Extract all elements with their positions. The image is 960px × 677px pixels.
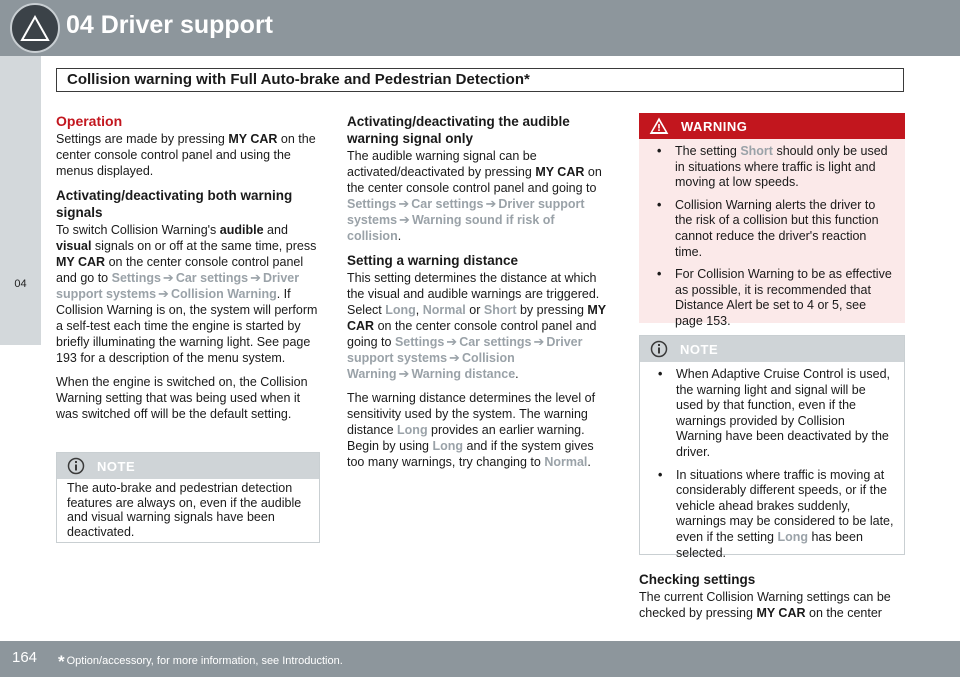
info-icon xyxy=(650,340,668,358)
subheading: Activating/deactivating both warning signals xyxy=(56,188,293,220)
page-number: 164 xyxy=(12,649,38,666)
list-item: • The setting Short should only be used in situations where traffic is light and moving at low speeds. xyxy=(657,144,888,190)
warning-box xyxy=(639,113,905,328)
paragraph: When the engine is switched on, the Collision Warning setting that was being used when it was switched off will be the default setting. xyxy=(56,375,308,421)
note-label: NOTE xyxy=(97,458,136,474)
arrow-icon: ➔ xyxy=(158,286,169,301)
side-tab-label: 04 xyxy=(14,278,27,290)
subheading: Setting a warning distance xyxy=(347,253,519,268)
column-1 xyxy=(56,113,322,430)
list-item: • For Collision Warning to be as effective as possible, it is recommended that Distance Alert be set to 4 or 5, see page 153. xyxy=(657,267,892,328)
note-box xyxy=(639,335,905,560)
menu-path-item: Driver support systems xyxy=(347,335,583,365)
paragraph: The current Collision Warning settings can be checked by pressing MY CAR on the center xyxy=(639,590,891,620)
paragraph: Settings are made by pressing MY CAR on the center console control panel and using the menus displayed. xyxy=(56,132,316,178)
chapter-title: 04 Driver support xyxy=(66,11,274,39)
footnote: * Option/accessory, for more information, see Introduction. xyxy=(58,652,343,671)
note-body xyxy=(640,362,904,576)
arrow-icon: ➔ xyxy=(485,196,497,211)
menu-path-item: Driver support systems xyxy=(347,197,585,227)
paragraph: To switch Collision Warning's audible and visual signals on or off at the same time, press MY CAR on the center console control panel and go to Settings ➔ Car settings ➔ Driver support systems ➔ Collision Warning. If Collision Warning is on, the system will perform a self-test each time the engine is started by briefly illuminating the warning light. See page 193 for a description of the menu system. xyxy=(56,223,318,365)
paragraph: The warning distance determines the level of sensitivity used by the system. The warning distance Long provides an earlier warning. Begin by using Long and if the system gives too many warnings, try changing to Normal. xyxy=(347,391,596,469)
arrow-icon: ➔ xyxy=(533,334,545,349)
side-tab xyxy=(0,56,41,345)
list-item: • When Adaptive Cruise Control is used, the warning light and signal will be used by that function, even if the warnings provided by Collision Warning have been deactivated by the driver. xyxy=(658,367,890,459)
list-item: • Collision Warning alerts the driver to the risk of a collision but this function cannot reduce the driver's reaction time. xyxy=(657,197,879,259)
note-text: The auto-brake and pedestrian detection features are always on, even if the audible and visual warning signals have been deactivated. xyxy=(67,481,302,539)
option-normal: Normal xyxy=(422,303,466,317)
subheading: Checking settings xyxy=(639,572,756,587)
warning-triangle-icon xyxy=(649,117,669,135)
menu-path-item: Car settings xyxy=(411,197,484,211)
menu-path-item: Driver support systems xyxy=(56,271,300,301)
arrow-icon: ➔ xyxy=(250,270,261,285)
menu-path-item: Warning sound if risk of collision xyxy=(347,213,555,243)
note-header xyxy=(57,453,319,479)
menu-path-item: Settings xyxy=(347,197,397,211)
operation-heading: Operation xyxy=(56,113,123,129)
list-item: • In situations where traffic is moving at considerably different speeds, or if the vehicle ahead brakes suddenly, warnings may be considered to be late, even if the setting Long has been selected. xyxy=(658,467,894,560)
warning-triangle-icon xyxy=(10,3,60,53)
option-long: Long xyxy=(385,303,416,317)
note-label: NOTE xyxy=(680,341,719,357)
arrow-icon: ➔ xyxy=(399,212,410,227)
menu-path-item: Settings xyxy=(394,335,445,349)
warning-header xyxy=(639,113,905,139)
arrow-icon: ➔ xyxy=(446,334,458,349)
menu-path-item: Settings xyxy=(111,271,161,285)
option-short: Short xyxy=(483,303,517,317)
warning-label: WARNING xyxy=(681,118,748,134)
column-2 xyxy=(347,113,611,478)
subheading: Activating/deactivating the audible warning signal only xyxy=(347,114,570,146)
paragraph: The audible warning signal can be activated/deactivated by pressing MY CAR on the center console control panel and going to Settings ➔ Car settings ➔ Driver support systems ➔ Warning sound if risk of collision. xyxy=(347,149,602,243)
menu-path-item: Collision Warning xyxy=(170,287,277,301)
note-box xyxy=(56,452,320,543)
warning-body xyxy=(639,139,905,328)
note-header xyxy=(640,336,904,362)
checking-settings xyxy=(639,571,907,629)
arrow-icon: ➔ xyxy=(449,350,460,365)
menu-path-item: Collision Warning xyxy=(347,351,515,381)
arrow-icon: ➔ xyxy=(398,366,410,381)
info-icon xyxy=(67,457,85,475)
arrow-icon: ➔ xyxy=(162,270,174,285)
arrow-icon: ➔ xyxy=(398,196,410,211)
paragraph: This setting determines the distance at which the visual and audible warnings are triggered. Select Long, Normal or Short by pressing MY CAR on the center console control panel and going to Settings ➔ Car settings ➔ Driver support systems ➔ Collision Warning ➔ Warning distance. xyxy=(347,271,606,381)
menu-path-item: Car settings xyxy=(175,271,249,285)
menu-path-item: Warning distance xyxy=(411,367,516,381)
section-title: Collision warning with Full Auto-brake and Pedestrian Detection* xyxy=(56,68,904,92)
menu-path-item: Car settings xyxy=(459,335,532,349)
